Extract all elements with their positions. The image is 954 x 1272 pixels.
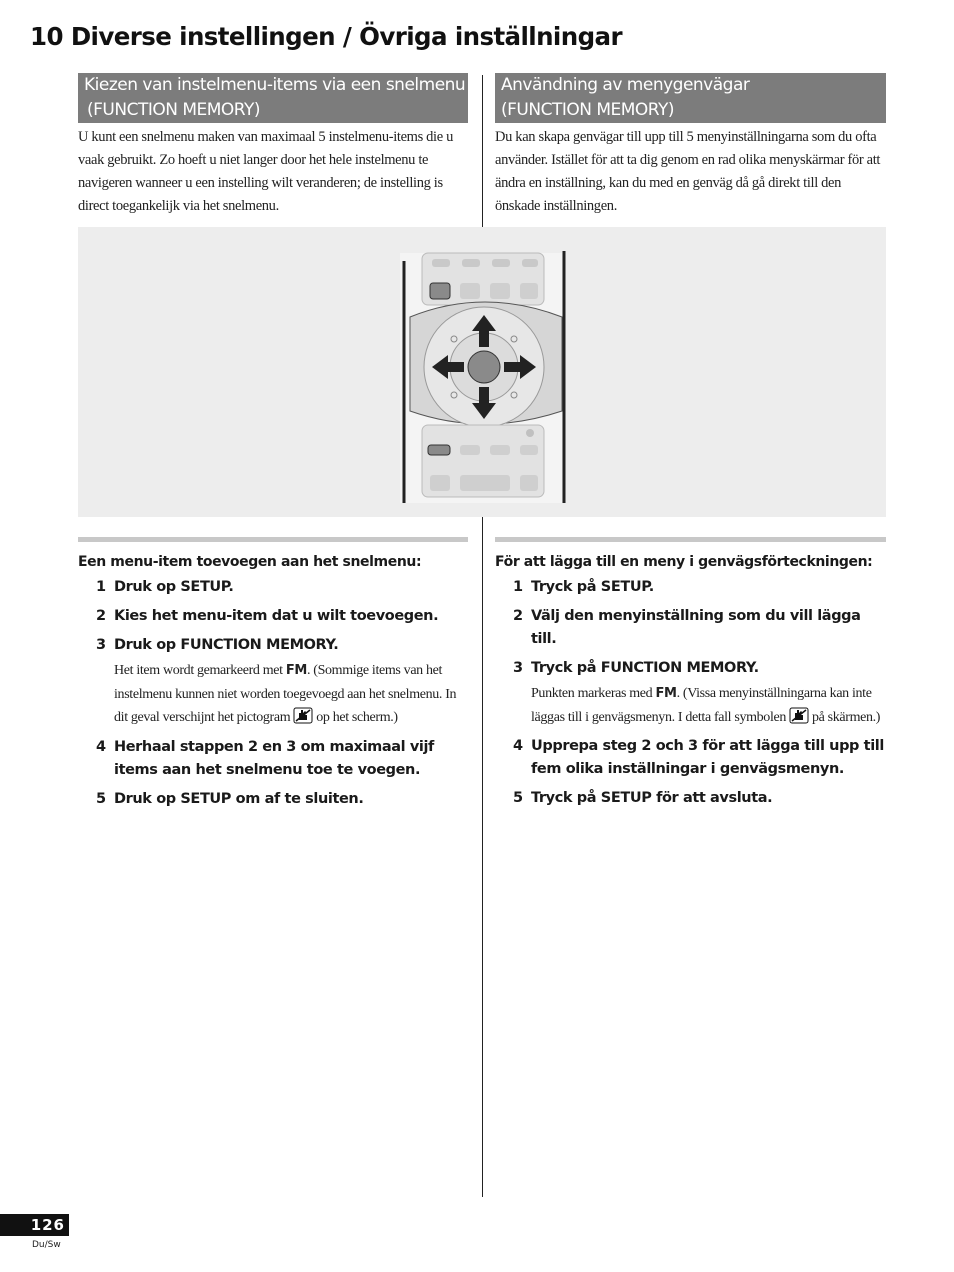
step-number: 4: [513, 738, 524, 754]
step-text: Tryck på FUNCTION MEMORY.: [531, 660, 759, 676]
remote-control-illustration: [396, 247, 568, 503]
step-text: Herhaal stappen 2 en 3 om maximaal vijf items aan het snelmenu toe te voegen.: [114, 738, 434, 778]
swedish-section-rule: [495, 537, 886, 542]
note-text: på skärmen.): [812, 709, 881, 725]
step-number: 2: [513, 608, 524, 624]
hand-prohibited-icon: [789, 707, 809, 724]
step-text: Tryck på SETUP för att avsluta.: [531, 790, 773, 806]
dutch-heading-line2: (FUNCTION MEMORY): [87, 100, 261, 120]
swedish-step: [513, 788, 890, 810]
step-number: 4: [96, 738, 107, 755]
step-text: Välj den menyinställning som du vill lägga till.: [531, 608, 861, 647]
note-text: Punkten markeras med: [531, 686, 656, 701]
step-text: Tryck på SETUP.: [531, 579, 654, 595]
swedish-step: [513, 736, 890, 781]
language-code: Du/Sw: [32, 1240, 61, 1250]
swedish-section-heading: [495, 73, 886, 123]
note-text: . (Vissa menyinställningarna kan inte läggas till i genvägsmenyn. I detta fall symbolen: [531, 686, 872, 725]
dutch-section-heading: [78, 73, 468, 123]
step-number: 5: [96, 790, 107, 807]
dutch-step: [96, 789, 473, 811]
step-number: 5: [513, 790, 524, 806]
step-text: Upprepa steg 2 och 3 för att lägga till upp till fem olika inställningar i genvägsmenyn.: [531, 738, 884, 777]
step-number: 1: [513, 579, 524, 595]
swedish-step: [513, 606, 890, 651]
step-number: 3: [513, 660, 524, 676]
swedish-heading-line1: Användning av menygenvägar: [501, 75, 750, 95]
dutch-section-rule: [78, 537, 468, 542]
step-number: 1: [96, 579, 107, 595]
step-note: [531, 682, 890, 729]
hand-prohibited-icon: [293, 707, 313, 724]
swedish-intro-paragraph: Du kan skapa genvägar till upp till 5 menyinställningarna som du ofta använder. Istället för att ta dig genom en rad olika menyskärmar för att ändra en inställning, kan du med en genväg då gå direkt till den önskade inställningen.: [495, 129, 881, 214]
chapter-title: 10 Diverse instellingen / Övriga inställningar: [30, 22, 622, 51]
note-text: Het item wordt gemarkeerd met: [114, 663, 286, 678]
dutch-step: [96, 635, 473, 730]
page-number: 126: [0, 1214, 69, 1236]
swedish-procedure-title: För att lägga till en meny i genvägsförteckningen:: [495, 554, 873, 570]
dutch-step: [96, 737, 473, 782]
step-note: [114, 659, 473, 730]
swedish-step: [513, 658, 890, 729]
step-text: Druk op SETUP om af te sluiten.: [114, 790, 364, 807]
swedish-step: [513, 577, 890, 599]
note-text: . (Sommige items van het instelmenu kunnen niet worden toegevoegd aan het snelmenu. In dit geval verschijnt het pictogram: [114, 663, 457, 725]
dutch-procedure-title: Een menu-item toevoegen aan het snelmenu:: [78, 554, 422, 570]
step-text: Druk op FUNCTION MEMORY.: [114, 637, 339, 653]
dutch-heading-line1: Kiezen van instelmenu-items via een snelmenu: [84, 75, 466, 95]
dutch-procedure: [78, 552, 473, 818]
note-text: op het scherm.): [316, 710, 398, 725]
dutch-intro-paragraph: U kunt een snelmenu maken van maximaal 5 instelmenu-items die u vaak gebruikt. Zo hoeft u niet langer door het hele instelmenu te navigeren wanneer u een instelling wilt veranderen; de instelling is direct toegankelijk via het snelmenu.: [78, 129, 453, 214]
step-text: Druk op SETUP.: [114, 579, 234, 595]
step-number: 3: [96, 637, 107, 653]
dutch-step: [96, 577, 473, 599]
swedish-heading-line2: (FUNCTION MEMORY): [501, 100, 675, 120]
figure-panel: [78, 227, 886, 517]
step-text: Kies het menu-item dat u wilt toevoegen.: [114, 608, 439, 624]
fm-marker: FM: [655, 686, 677, 701]
fm-marker: FM: [285, 663, 307, 678]
swedish-procedure: [495, 552, 890, 817]
dutch-step: [96, 606, 473, 628]
step-number: 2: [96, 608, 107, 624]
